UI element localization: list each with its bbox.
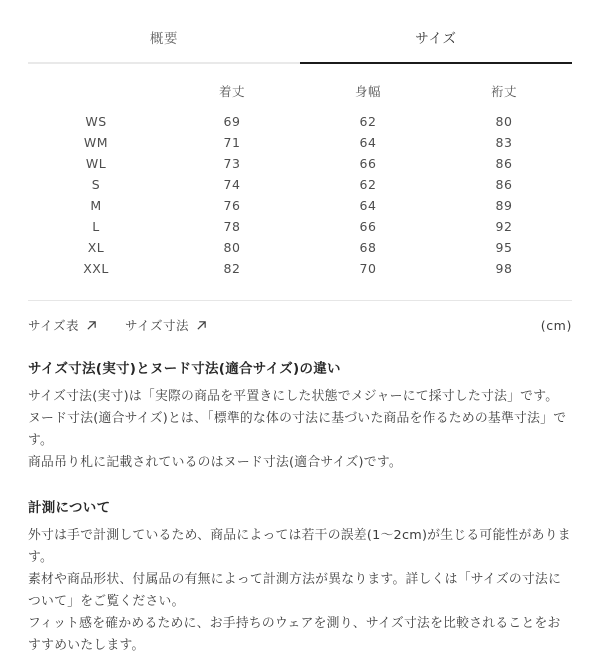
section-heading: 計測について <box>28 500 111 516</box>
tab-overview[interactable]: 概要 <box>28 0 300 64</box>
cell-value: 64 <box>359 135 377 150</box>
size-dimensions-link-label: サイズ寸法 <box>125 318 190 333</box>
table-row <box>28 153 572 174</box>
column-header-length: 着丈 <box>218 84 245 99</box>
size-label: WM <box>83 135 109 150</box>
cell-value: 66 <box>359 156 377 171</box>
cell-value: 62 <box>359 177 377 192</box>
size-label: L <box>92 219 100 234</box>
cell-value: 69 <box>223 114 241 129</box>
table-bottom-divider <box>28 300 572 301</box>
size-table-header <box>28 78 572 104</box>
cell-value: 62 <box>359 114 377 129</box>
section-measurement <box>28 498 572 657</box>
cell-value: 66 <box>359 219 377 234</box>
section-paragraph: 商品吊り札に記載されているのはヌード寸法(適合サイズ)です。 <box>28 455 402 470</box>
cell-value: 95 <box>495 240 513 255</box>
cell-value: 74 <box>223 177 241 192</box>
size-label: WS <box>85 114 107 129</box>
cell-value: 71 <box>223 135 241 150</box>
size-label: WL <box>85 156 107 171</box>
table-row <box>28 111 572 132</box>
external-link-icon <box>86 320 97 331</box>
cell-value: 83 <box>495 135 513 150</box>
cell-value: 73 <box>223 156 241 171</box>
cell-value: 86 <box>495 156 513 171</box>
unit-label: (cm) <box>540 317 572 333</box>
cell-value: 78 <box>223 219 241 234</box>
table-links-row <box>28 316 572 334</box>
size-label: S <box>91 177 101 192</box>
cell-value: 82 <box>223 261 241 276</box>
section-paragraph: サイズ寸法(実寸)は「実際の商品を平置きにした状態でメジャーにて採寸した寸法」です。 <box>28 389 559 404</box>
section-heading: サイズ寸法(実寸)とヌード寸法(適合サイズ)の違い <box>28 361 341 377</box>
tab-size[interactable]: サイズ <box>300 0 572 64</box>
size-table <box>28 78 572 279</box>
section-paragraph: ヌード寸法(適合サイズ)とは、「標準的な体の寸法に基づいた商品を作るための基準寸法」です。 <box>28 411 567 448</box>
cell-value: 89 <box>495 198 513 213</box>
section-size-difference <box>28 359 572 474</box>
cell-value: 68 <box>359 240 377 255</box>
table-row <box>28 195 572 216</box>
table-row <box>28 258 572 279</box>
size-label: XL <box>87 240 105 255</box>
size-chart-link-label: サイズ表 <box>28 318 80 333</box>
section-paragraph: フィット感を確かめるために、お手持ちのウェアを測り、サイズ寸法を比較されることをおすすめいたします。 <box>28 616 561 653</box>
external-link-icon <box>196 320 207 331</box>
cell-value: 70 <box>359 261 377 276</box>
table-row <box>28 132 572 153</box>
cell-value: 80 <box>223 240 241 255</box>
section-paragraph: 素材や商品形状、付属品の有無によって計測方法が異なります。詳しくは「サイズの寸法について」をご覧ください。 <box>28 572 562 609</box>
column-header-width: 身幅 <box>354 84 381 99</box>
cell-value: 86 <box>495 177 513 192</box>
cell-value: 76 <box>223 198 241 213</box>
table-row <box>28 216 572 237</box>
size-dimensions-link[interactable] <box>125 316 207 334</box>
table-row <box>28 237 572 258</box>
size-label: XXL <box>83 261 109 276</box>
cell-value: 80 <box>495 114 513 129</box>
size-chart-link[interactable] <box>28 316 97 334</box>
section-paragraph: 外寸は手で計測しているため、商品によっては若干の誤差(1～2cm)が生じる可能性があります。 <box>28 528 571 565</box>
tab-bar <box>28 0 572 64</box>
cell-value: 98 <box>495 261 513 276</box>
size-label: M <box>90 198 102 213</box>
column-header-sleeve: 裄丈 <box>490 84 517 99</box>
cell-value: 92 <box>495 219 513 234</box>
table-row <box>28 174 572 195</box>
cell-value: 64 <box>359 198 377 213</box>
